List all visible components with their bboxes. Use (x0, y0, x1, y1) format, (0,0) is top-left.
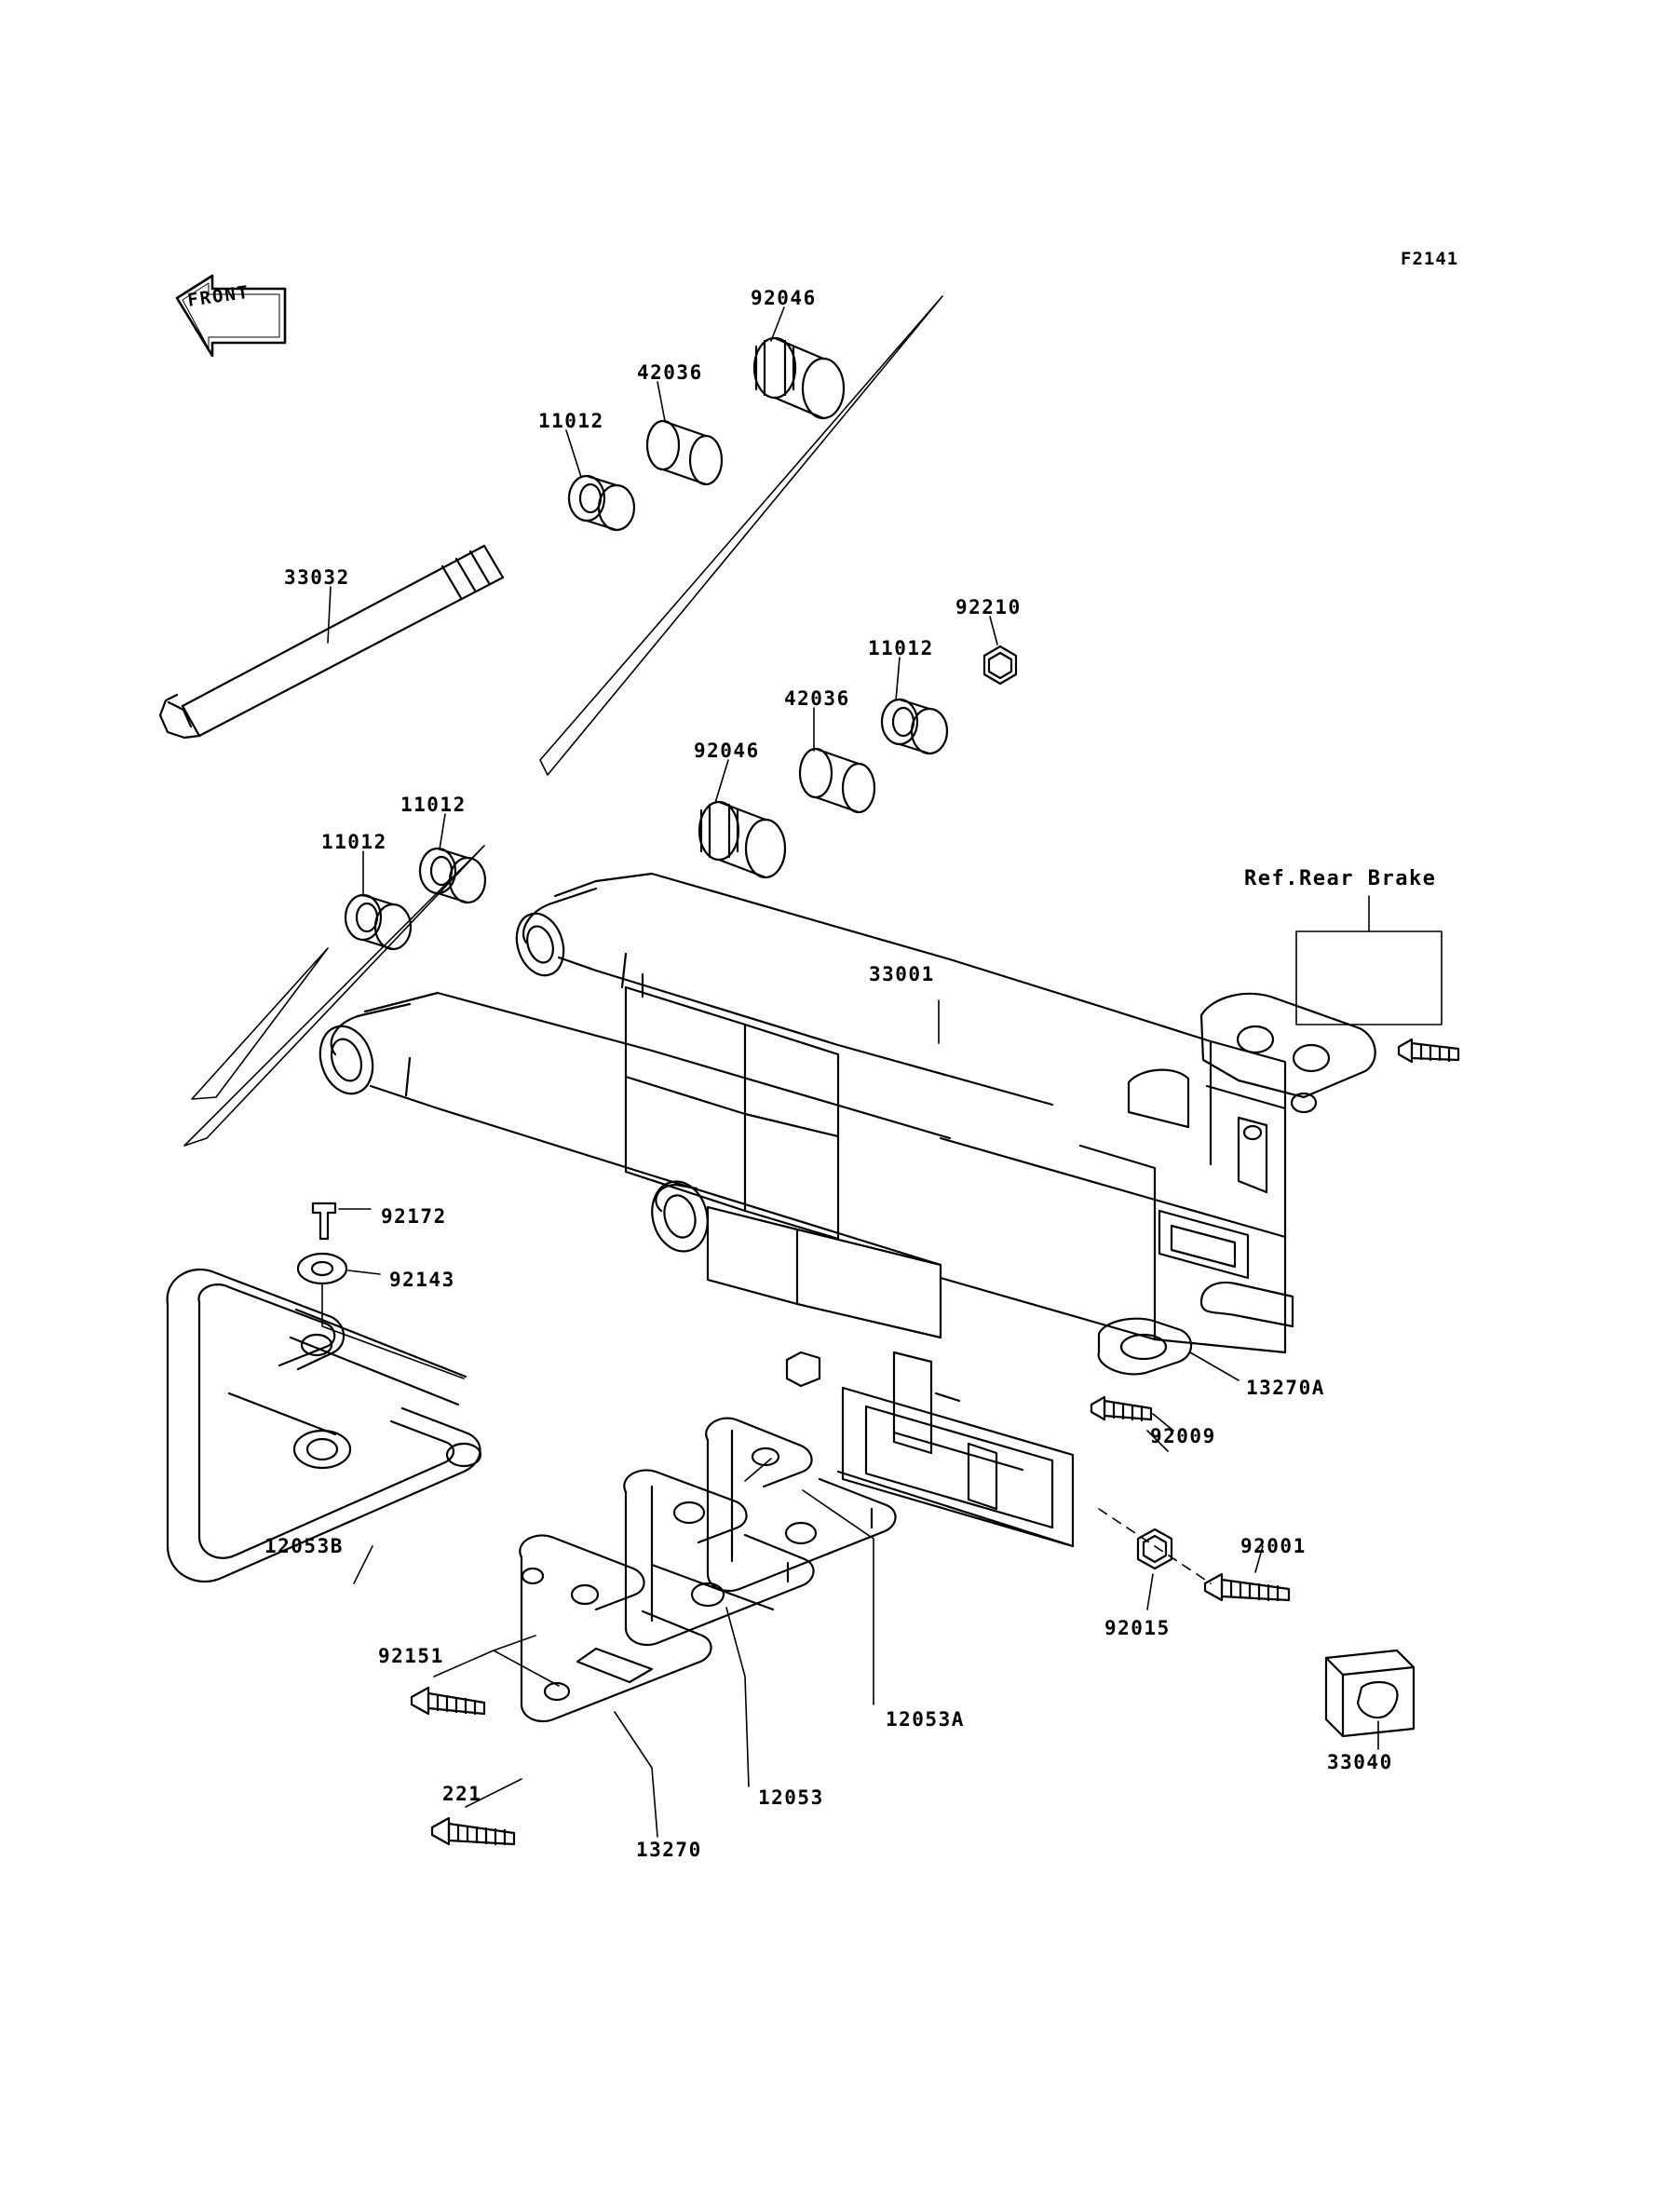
part-label-92009[interactable]: 92009 (1150, 1425, 1216, 1447)
part-label-33032[interactable]: 33032 (284, 566, 350, 589)
part-92001-bolt (1205, 1574, 1289, 1600)
part-label-12053[interactable]: 12053 (758, 1786, 824, 1809)
part-label-13270[interactable]: 13270 (636, 1839, 702, 1861)
part-label-11012-mid[interactable]: 11012 (868, 637, 934, 659)
part-label-42036-mid[interactable]: 42036 (784, 687, 850, 710)
part-42036-mid (800, 749, 874, 812)
part-label-92151[interactable]: 92151 (378, 1645, 444, 1667)
brake-mount-bolt (1399, 1039, 1458, 1062)
part-92210-nut (984, 646, 1016, 684)
ref-rear-brake-label: Ref.Rear Brake (1244, 867, 1437, 890)
part-label-11012-top[interactable]: 11012 (538, 410, 604, 432)
part-label-12053A[interactable]: 12053A (886, 1708, 965, 1731)
part-label-13270A[interactable]: 13270A (1246, 1377, 1325, 1399)
part-42036-top (647, 421, 722, 484)
part-92151-bolt (412, 1688, 484, 1714)
part-11012-l2 (420, 849, 485, 903)
sheet-code: F2141 (1401, 249, 1459, 269)
part-92015-nut (1138, 1529, 1172, 1569)
part-label-92001[interactable]: 92001 (1240, 1535, 1307, 1557)
part-label-11012-l1[interactable]: 11012 (321, 831, 387, 853)
part-92009-screw (1091, 1397, 1151, 1420)
part-33001-swingarm (312, 874, 1375, 1583)
part-12053-chain-guide (624, 1470, 813, 1645)
part-label-92015[interactable]: 92015 (1104, 1617, 1171, 1639)
part-label-92046-mid[interactable]: 92046 (694, 740, 760, 762)
part-92046-top (754, 338, 844, 418)
part-label-12053B[interactable]: 12053B (264, 1535, 344, 1557)
part-label-221[interactable]: 221 (442, 1783, 482, 1805)
part-label-92210[interactable]: 92210 (955, 596, 1022, 618)
part-221-screw (432, 1818, 514, 1844)
part-label-33001[interactable]: 33001 (869, 963, 935, 985)
part-label-92172[interactable]: 92172 (381, 1205, 447, 1228)
part-92143-collar (298, 1254, 346, 1283)
part-11012-l1 (345, 895, 411, 949)
part-label-33040[interactable]: 33040 (1327, 1751, 1393, 1773)
front-direction-label: FRONT (186, 281, 251, 311)
part-33040-adjuster (1326, 1650, 1414, 1736)
front-arrow-icon (177, 276, 285, 356)
part-label-92046-top[interactable]: 92046 (751, 287, 817, 309)
part-11012-mid (882, 699, 947, 754)
part-label-11012-l2[interactable]: 11012 (400, 794, 467, 816)
part-92046-mid (699, 802, 785, 877)
part-label-42036-top[interactable]: 42036 (637, 361, 703, 384)
part-label-92143[interactable]: 92143 (389, 1269, 455, 1291)
part-11012-top (569, 476, 634, 530)
part-13270-bracket (520, 1535, 711, 1721)
part-92172-bolt (313, 1203, 335, 1239)
